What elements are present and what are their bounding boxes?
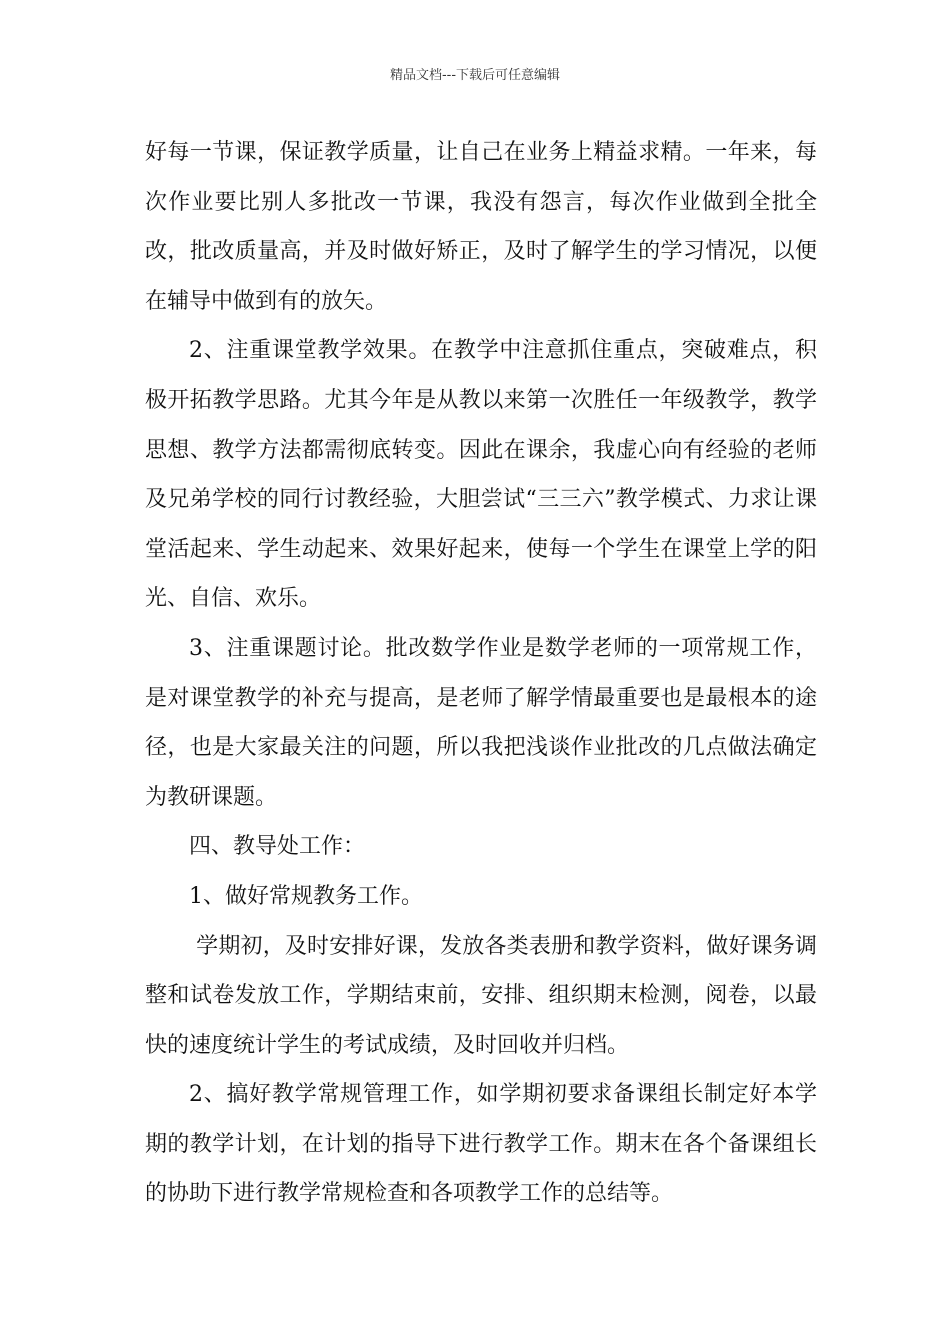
section-heading: 四、教导处工作： [189, 834, 366, 860]
paragraph-3: 3、注重课题讨论。批改数学作业是数学老师的一项常规工作，是对课堂教学的补充与提高，是老师了解学情最重要也是最根本的途径，也是大家最关注的问题，所以我把浅谈作业批改的几点做法确定为教研课题。 [145, 635, 817, 810]
subsection-heading: 1、做好常规教务工作。 [189, 883, 423, 909]
paragraph-7: 2、搞好教学常规管理工作，如学期初要求备课组长制定好本学期的教学计划，在计划的指导下进行教学工作。期末在各个备课组长的协助下进行教学常规检查和各项教学工作的总结等。 [145, 1082, 817, 1207]
page-header: 精品文档---下载后可任意编辑 [389, 68, 561, 83]
paragraph-6: 学期初，及时安排好课，发放各类表册和教学资料，做好课务调整和试卷发放工作，学期结束前，安排、组织期末检测，阅卷，以最快的速度统计学生的考试成绩，及时回收并归档。 [145, 933, 817, 1058]
paragraph-2: 2、注重课堂教学效果。在教学中注意抓住重点，突破难点，积极开拓教学思路。尤其今年是从教以来第一次胜任一年级教学，教学思想、教学方法都需彻底转变。因此在课余，我虚心向有经验的老师及兄弟学校的同行讨教经验，大胆尝试“三三六”教学模式、力求让课堂活起来、学生动起来、效果好起来，使每一个学生在课堂上学的阳光、自信、欢乐。 [145, 338, 817, 612]
document-body [145, 128, 817, 1219]
paragraph-1: 好每一节课，保证教学质量，让自己在业务上精益求精。一年来，每次作业要比别人多批改一节课，我没有怨言，每次作业做到全批全改，批改质量高，并及时做好矫正，及时了解学生的学习情况，以便在辅导中做到有的放矢。 [145, 140, 817, 314]
